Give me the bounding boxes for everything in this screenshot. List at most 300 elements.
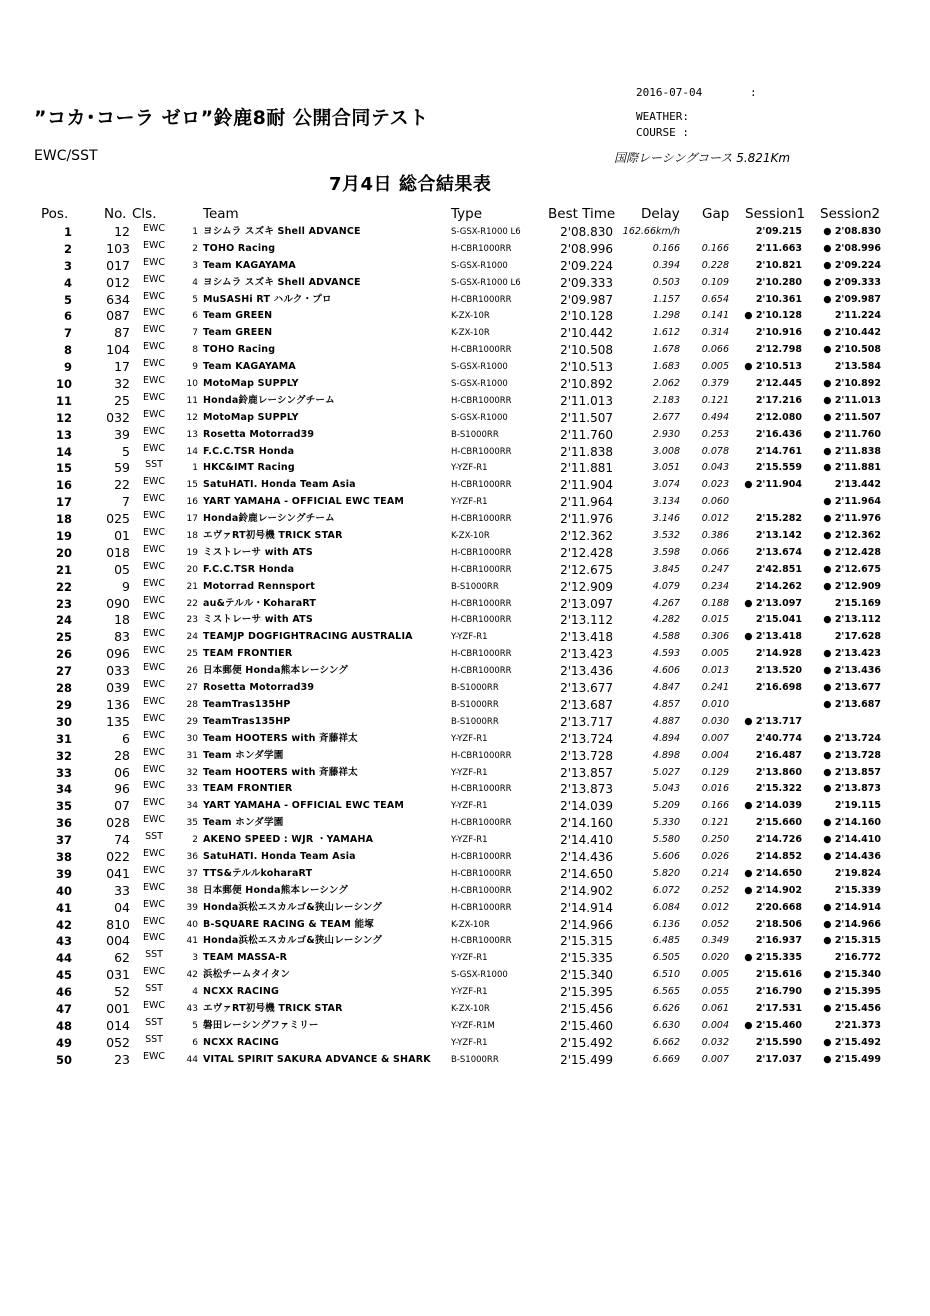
- team-name: Motorrad Rennsport: [203, 580, 316, 592]
- car-number: 025: [106, 511, 130, 527]
- class: EWC: [142, 527, 166, 539]
- class-position: 39: [186, 902, 198, 913]
- best-time: 2'09.224: [560, 258, 613, 273]
- gap: 0.043: [701, 462, 729, 474]
- class-position: 31: [186, 750, 198, 761]
- session1-time: 2'11.663: [755, 242, 802, 254]
- machine-type: H-CBR1000RR: [451, 615, 512, 626]
- session1-time: ● 2'10.513: [744, 361, 802, 373]
- class-position: 42: [186, 970, 198, 981]
- position: 18: [55, 512, 72, 527]
- class: EWC: [142, 543, 166, 555]
- car-number: 052: [106, 1034, 130, 1050]
- session1-time: ● 2'13.097: [744, 597, 802, 609]
- best-time: 2'10.128: [560, 309, 613, 324]
- machine-type: K-ZX-10R: [451, 1003, 490, 1014]
- class-position: 8: [192, 345, 198, 356]
- team-name: 浜松チームタイタン: [203, 969, 291, 981]
- class-position: 37: [186, 868, 198, 879]
- machine-type: S-GSX-R1000: [451, 970, 508, 981]
- team-name: Team ホンダ学園: [203, 749, 284, 761]
- machine-type: S-GSX-R1000: [451, 379, 508, 390]
- position: 12: [55, 410, 72, 425]
- best-time: 2'14.410: [560, 833, 613, 848]
- session2-time: 2'15.169: [834, 597, 881, 609]
- class-position: 25: [186, 649, 198, 660]
- best-time: 2'13.097: [560, 596, 613, 611]
- best-time: 2'12.428: [560, 545, 613, 560]
- position: 1: [63, 225, 72, 239]
- gap: 0.004: [701, 749, 729, 761]
- car-number: 7: [122, 494, 130, 510]
- delay: 6.084: [652, 901, 680, 913]
- machine-type: Y-YZF-R1: [451, 497, 488, 508]
- session1-time: 2'16.698: [755, 682, 802, 694]
- position: 21: [55, 562, 72, 577]
- machine-type: H-CBR1000RR: [451, 547, 512, 558]
- session2-time: ● 2'13.112: [823, 614, 881, 626]
- gap: 0.012: [701, 513, 729, 525]
- delay: 6.510: [652, 969, 680, 981]
- car-number: 096: [106, 646, 130, 662]
- session1-time: 2'16.937: [755, 935, 802, 947]
- best-time: 2'11.904: [560, 478, 613, 493]
- delay: 3.146: [652, 513, 680, 525]
- session2-time: ● 2'11.507: [823, 411, 881, 423]
- position: 34: [55, 782, 72, 797]
- class: EWC: [142, 391, 166, 403]
- class-position: 38: [186, 885, 198, 896]
- class-position: 1: [192, 227, 198, 237]
- class-position: 12: [186, 412, 198, 423]
- class: EWC: [142, 223, 166, 234]
- session1-time: ● 2'10.128: [744, 310, 802, 322]
- machine-type: Y-YZF-R1: [451, 463, 488, 474]
- delay: 0.503: [652, 276, 680, 288]
- class-position: 35: [186, 818, 198, 829]
- delay: 1.298: [652, 310, 680, 322]
- best-time: 2'14.039: [560, 799, 613, 814]
- class: EWC: [142, 290, 166, 302]
- car-number: 022: [106, 848, 130, 864]
- machine-type: Y-YZF-R1: [451, 767, 488, 778]
- best-time: 2'10.513: [560, 360, 613, 375]
- delay: 4.282: [652, 614, 680, 626]
- best-time: 2'13.724: [560, 731, 613, 746]
- class: EWC: [142, 966, 166, 978]
- best-time: 2'11.507: [560, 410, 613, 425]
- position: 48: [55, 1018, 72, 1033]
- machine-type: H-CBR1000RR: [451, 480, 512, 491]
- class-position: 3: [192, 953, 198, 964]
- class: EWC: [142, 358, 166, 370]
- col-team: Team: [203, 206, 239, 222]
- gap: 0.121: [701, 817, 729, 829]
- col-best-time: Best Time: [548, 206, 616, 222]
- class: SST: [145, 1033, 163, 1045]
- class: EWC: [142, 560, 166, 572]
- class: EWC: [142, 712, 166, 724]
- session2-time: 2'13.442: [834, 479, 881, 491]
- team-name: Rosetta Motorrad39: [203, 428, 315, 440]
- position: 11: [55, 393, 72, 408]
- course-label: COURSE :: [636, 126, 689, 139]
- machine-type: H-CBR1000RR: [451, 243, 512, 254]
- gap: 0.015: [701, 614, 729, 626]
- col-cls: Cls.: [132, 206, 157, 222]
- best-time: 2'13.717: [560, 714, 613, 729]
- class-position: 5: [192, 1020, 198, 1031]
- team-name: NCXX RACING: [203, 986, 280, 998]
- car-number: 04: [114, 899, 130, 915]
- car-number: 634: [106, 291, 130, 307]
- gap: 0.386: [701, 530, 729, 542]
- best-time: 2'13.728: [560, 748, 613, 763]
- session1-time: 2'42.851: [755, 563, 802, 575]
- machine-type: H-CBR1000RR: [451, 666, 512, 677]
- session2-time: ● 2'12.675: [823, 563, 881, 575]
- class: EWC: [142, 510, 166, 522]
- session2-time: ● 2'11.976: [823, 513, 881, 525]
- class: EWC: [142, 594, 166, 606]
- team-name: TOHO Racing: [203, 344, 276, 356]
- class-position: 29: [186, 716, 198, 727]
- session2-time: ● 2'15.340: [823, 969, 881, 981]
- gap: 0.061: [701, 1002, 729, 1014]
- class: EWC: [142, 797, 166, 809]
- class-position: 4: [192, 277, 198, 288]
- class-position: 2: [192, 243, 198, 254]
- class: EWC: [142, 476, 166, 488]
- team-name: ミストレーサ with ATS: [203, 614, 313, 626]
- session2-time: 2'19.115: [834, 800, 881, 812]
- session2-time: ● 2'13.436: [823, 665, 881, 677]
- position: 37: [55, 833, 72, 848]
- class-position: 34: [186, 801, 198, 812]
- gap: 0.012: [701, 901, 729, 913]
- class: EWC: [142, 729, 166, 741]
- team-name: NCXX RACING: [203, 1036, 280, 1048]
- delay: 3.532: [652, 530, 680, 542]
- best-time: 2'11.013: [560, 393, 613, 408]
- session2-time: ● 2'11.964: [823, 496, 881, 508]
- session1-time: 2'15.322: [755, 783, 802, 795]
- team-name: Team HOOTERS with 斉藤祥太: [203, 766, 358, 778]
- delay: 1.678: [652, 344, 680, 356]
- car-number: 001: [106, 1000, 130, 1016]
- gap: 0.241: [701, 682, 729, 694]
- session1-time: 2'13.860: [755, 766, 802, 778]
- gap: 0.032: [701, 1036, 729, 1048]
- best-time: 2'13.857: [560, 765, 613, 780]
- class-position: 23: [186, 615, 198, 626]
- session1-time: 2'17.216: [755, 394, 802, 406]
- gap: 0.007: [701, 1053, 729, 1065]
- car-number: 59: [114, 460, 130, 476]
- delay: 6.630: [652, 1019, 680, 1031]
- team-name: TTS&テルルkoharaRT: [203, 867, 313, 879]
- session1-time: 2'17.531: [755, 1002, 802, 1014]
- car-number: 12: [114, 224, 130, 239]
- position: 7: [63, 326, 72, 341]
- delay: 2.183: [652, 394, 680, 406]
- class: SST: [145, 1016, 163, 1028]
- gap: 0.250: [701, 834, 729, 846]
- machine-type: Y-YZF-R1: [451, 835, 488, 846]
- delay: 0.166: [652, 242, 680, 254]
- team-name: SatuHATI. Honda Team Asia: [203, 850, 356, 862]
- team-name: TEAMJP DOGFIGHTRACING AUSTRALIA: [203, 631, 413, 643]
- gap: 0.214: [701, 867, 729, 879]
- gap: 0.129: [701, 766, 729, 778]
- session1-time: ● 2'14.902: [744, 884, 802, 896]
- gap: 0.016: [701, 783, 729, 795]
- gap: 0.030: [701, 715, 729, 727]
- best-time: 2'13.873: [560, 782, 613, 797]
- delay: 3.134: [652, 496, 680, 508]
- car-number: 004: [106, 933, 130, 949]
- class-position: 20: [186, 564, 198, 575]
- team-name: 日本郵便 Honda熊本レーシング: [203, 665, 349, 677]
- session1-time: 2'09.215: [755, 226, 802, 237]
- delay: 5.027: [652, 766, 680, 778]
- class: SST: [145, 983, 163, 995]
- class: EWC: [142, 307, 166, 319]
- class-position: 30: [186, 733, 198, 744]
- position: 42: [55, 917, 72, 932]
- session2-time: ● 2'13.687: [823, 698, 881, 710]
- position: 36: [55, 816, 72, 831]
- team-name: Team ホンダ学園: [203, 817, 284, 829]
- class-position: 26: [186, 666, 198, 677]
- machine-type: K-ZX-10R: [451, 328, 490, 339]
- position: 4: [63, 275, 72, 290]
- team-name: YART YAMAHA - OFFICIAL EWC TEAM: [203, 496, 405, 508]
- delay: 3.008: [652, 445, 680, 457]
- position: 44: [55, 951, 72, 966]
- gap: 0.654: [701, 293, 729, 305]
- machine-type: Y-YZF-R1: [451, 632, 488, 643]
- machine-type: K-ZX-10R: [451, 311, 490, 322]
- team-name: エヴァRT初号機 TRICK STAR: [203, 1002, 343, 1014]
- delay: 5.606: [652, 850, 680, 862]
- session2-time: ● 2'13.724: [823, 732, 881, 744]
- class-position: 15: [186, 480, 198, 491]
- class: EWC: [142, 763, 166, 775]
- class: EWC: [142, 746, 166, 758]
- position: 3: [63, 258, 72, 273]
- position: 31: [55, 731, 72, 746]
- delay: 2.930: [652, 428, 680, 440]
- session2-time: ● 2'11.881: [823, 462, 881, 474]
- class-position: 16: [186, 497, 198, 508]
- delay: 3.598: [652, 546, 680, 558]
- gap: 0.005: [701, 648, 729, 660]
- class-position: 13: [186, 429, 198, 440]
- table-row: [0, 1052, 930, 1069]
- session1-time: 2'14.761: [755, 445, 802, 457]
- team-name: Team HOOTERS with 斉藤祥太: [203, 732, 358, 744]
- team-name: TeamTras135HP: [203, 715, 291, 727]
- session1-time: 2'13.142: [755, 530, 802, 542]
- session1-time: 2'15.041: [755, 614, 802, 626]
- best-time: 2'08.996: [560, 241, 613, 256]
- machine-type: H-CBR1000RR: [451, 784, 512, 795]
- best-time: 2'13.436: [560, 664, 613, 679]
- gap: 0.052: [701, 918, 729, 930]
- gap: 0.494: [701, 411, 729, 423]
- machine-type: H-CBR1000RR: [451, 851, 512, 862]
- gap: 0.253: [701, 428, 729, 440]
- position: 47: [55, 1001, 72, 1016]
- gap: 0.055: [701, 986, 729, 998]
- best-time: 2'11.964: [560, 495, 613, 510]
- class: EWC: [142, 628, 166, 640]
- class: EWC: [142, 425, 166, 437]
- session1-time: 2'15.660: [755, 817, 802, 829]
- class-position: 18: [186, 531, 198, 542]
- position: 26: [55, 647, 72, 662]
- class: EWC: [142, 847, 166, 859]
- session2-time: ● 2'14.410: [823, 834, 881, 846]
- car-number: 62: [114, 950, 130, 966]
- team-name: Rosetta Motorrad39: [203, 682, 315, 694]
- position: 15: [55, 461, 72, 476]
- class: EWC: [142, 814, 166, 826]
- session1-time: 2'15.590: [755, 1036, 802, 1048]
- team-name: TEAM MASSA-R: [203, 952, 288, 964]
- gap: 0.020: [701, 952, 729, 964]
- session1-time: 2'20.668: [755, 901, 802, 913]
- session1-time: 2'14.928: [755, 648, 802, 660]
- car-number: 23: [114, 1051, 130, 1067]
- machine-type: B-S1000RR: [451, 716, 499, 727]
- session2-time: ● 2'15.499: [823, 1053, 881, 1065]
- session2-time: ● 2'12.909: [823, 580, 881, 592]
- car-number: 810: [106, 916, 130, 932]
- class: EWC: [142, 324, 166, 336]
- session2-time: ● 2'11.760: [823, 428, 881, 440]
- class-position: 2: [192, 835, 198, 846]
- car-number: 83: [114, 629, 130, 645]
- session1-time: 2'15.559: [755, 462, 802, 474]
- class-position: 32: [186, 767, 198, 778]
- car-number: 012: [106, 274, 130, 290]
- class: EWC: [142, 881, 166, 893]
- class: EWC: [142, 662, 166, 674]
- team-name: Honda浜松エスカルゴ&狭山レーシング: [203, 901, 383, 913]
- class-position: 33: [186, 784, 198, 795]
- gap: 0.004: [701, 1019, 729, 1031]
- best-time: 2'11.976: [560, 512, 613, 527]
- car-number: 25: [114, 392, 130, 408]
- session2-time: ● 2'14.436: [823, 850, 881, 862]
- machine-type: B-S1000RR: [451, 429, 499, 440]
- class-position: 10: [186, 379, 198, 390]
- class: EWC: [142, 341, 166, 353]
- delay: 3.051: [652, 462, 680, 474]
- class: SST: [145, 831, 163, 843]
- delay: 4.898: [652, 749, 680, 761]
- team-name: TEAM FRONTIER: [203, 648, 293, 660]
- team-name: F.C.C.TSR Honda: [203, 563, 295, 575]
- delay: 6.485: [652, 935, 680, 947]
- session2-time: 2'16.772: [834, 952, 881, 964]
- gap: 0.379: [701, 378, 729, 390]
- position: 49: [55, 1035, 72, 1050]
- session2-time: ● 2'14.160: [823, 817, 881, 829]
- session2-time: ● 2'13.857: [823, 766, 881, 778]
- delay: 2.677: [652, 411, 680, 423]
- class: EWC: [142, 1050, 166, 1062]
- session1-time: 2'18.506: [755, 918, 802, 930]
- delay: 6.626: [652, 1002, 680, 1014]
- session2-time: 2'19.824: [834, 867, 881, 879]
- gap: 0.109: [701, 276, 729, 288]
- position: 23: [55, 596, 72, 611]
- results-table: [0, 224, 930, 1069]
- best-time: 2'11.760: [560, 427, 613, 442]
- best-time: 2'14.966: [560, 917, 613, 932]
- position: 45: [55, 968, 72, 983]
- machine-type: H-CBR1000RR: [451, 345, 512, 356]
- car-number: 103: [106, 240, 130, 256]
- machine-type: H-CBR1000RR: [451, 750, 512, 761]
- car-number: 104: [106, 342, 130, 358]
- session2-time: 2'15.339: [834, 884, 881, 896]
- class-position: 44: [186, 1054, 198, 1065]
- session2-time: 2'11.224: [834, 310, 881, 322]
- position: 50: [55, 1052, 72, 1067]
- class: EWC: [142, 898, 166, 910]
- session1-time: 2'10.916: [755, 327, 802, 339]
- position: 46: [55, 985, 72, 1000]
- class: SST: [145, 949, 163, 961]
- car-number: 6: [122, 730, 130, 746]
- class-position: 6: [192, 1037, 198, 1048]
- gap: 0.066: [701, 546, 729, 558]
- team-name: Team KAGAYAMA: [203, 361, 296, 373]
- gap: 0.252: [701, 884, 729, 896]
- position: 33: [55, 765, 72, 780]
- machine-type: H-CBR1000RR: [451, 885, 512, 896]
- delay: 6.505: [652, 952, 680, 964]
- delay: 6.662: [652, 1036, 680, 1048]
- team-name: VITAL SPIRIT SAKURA ADVANCE & SHARK: [203, 1053, 431, 1065]
- position: 32: [55, 748, 72, 763]
- car-number: 5: [122, 443, 130, 459]
- team-name: ミストレーサ with ATS: [203, 546, 313, 558]
- position: 5: [63, 292, 72, 307]
- best-time: 2'09.333: [560, 275, 613, 290]
- best-time: 2'11.838: [560, 444, 613, 459]
- machine-type: S-GSX-R1000: [451, 260, 508, 271]
- session2-time: ● 2'14.914: [823, 901, 881, 913]
- best-time: 2'13.677: [560, 681, 613, 696]
- delay: 4.847: [652, 682, 680, 694]
- session1-time: ● 2'15.460: [744, 1019, 802, 1031]
- session2-time: ● 2'14.966: [823, 918, 881, 930]
- position: 27: [55, 664, 72, 679]
- position: 35: [55, 799, 72, 814]
- session1-time: 2'14.852: [755, 850, 802, 862]
- session2-time: ● 2'15.315: [823, 935, 881, 947]
- class: EWC: [142, 645, 166, 657]
- position: 29: [55, 697, 72, 712]
- delay: 5.820: [652, 867, 680, 879]
- class: EWC: [142, 695, 166, 707]
- car-number: 22: [114, 477, 130, 493]
